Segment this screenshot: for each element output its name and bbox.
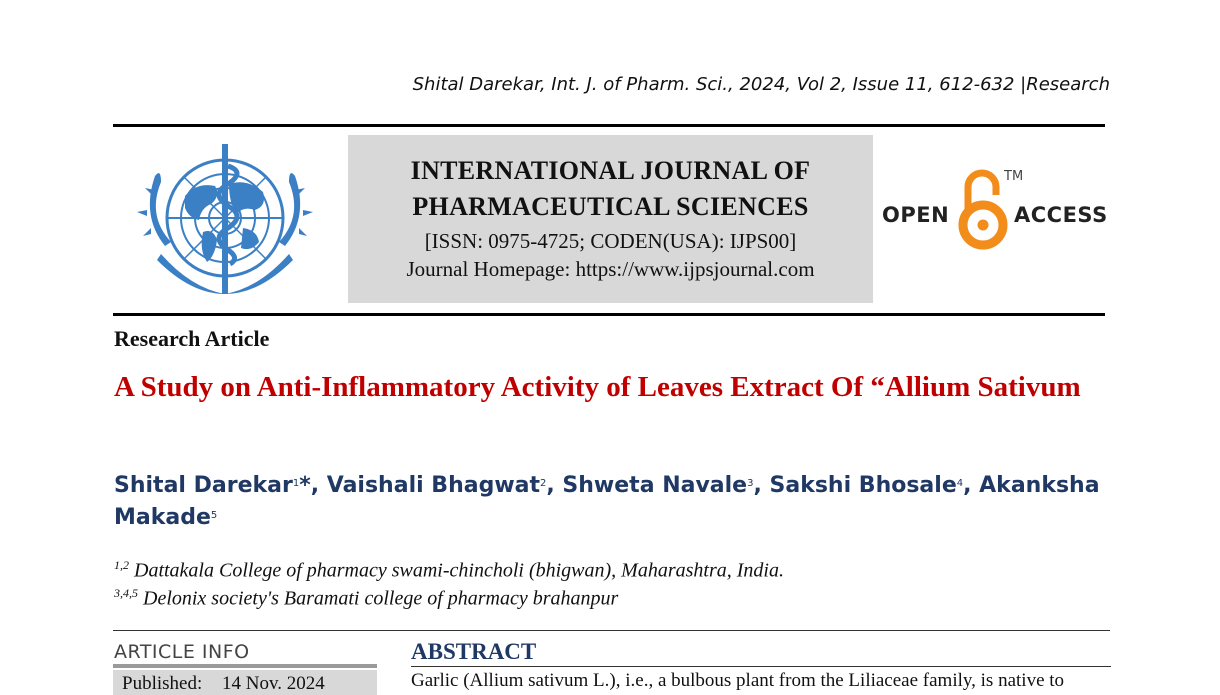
affiliation bbox=[114, 586, 1114, 611]
abstract-rule bbox=[411, 666, 1111, 667]
article-info-heading: ARTICLE INFO bbox=[114, 641, 250, 663]
author-sup: 2 bbox=[540, 478, 547, 489]
abstract-heading: ABSTRACT bbox=[411, 639, 537, 664]
journal-name-line2: PHARMACEUTICAL SCIENCES bbox=[412, 192, 809, 221]
open-access-left: OPEN bbox=[882, 203, 950, 227]
article-type: Research Article bbox=[114, 326, 270, 351]
abstract-text: Garlic (Allium sativum L.), i.e., a bulbous plant from the Liliaceae family, is native to bbox=[411, 670, 1065, 691]
author-sup: 1 bbox=[292, 478, 300, 489]
author-sup: 3 bbox=[747, 478, 754, 489]
author-list: Shital Darekar$^1$*, Vaishali Bhagwat$^2$, Shweta Navale$^3$, Sakshi Bhosale$^4$, Akanksha Makade$^5$ bbox=[114, 473, 1100, 530]
author-name[interactable]: Sakshi Bhosale bbox=[769, 473, 957, 498]
author-name[interactable]: Vaishali Bhagwat bbox=[326, 473, 541, 498]
author-name[interactable]: Shweta Navale bbox=[562, 473, 748, 498]
header-top-rule bbox=[113, 124, 1105, 127]
published-label: Published: bbox=[122, 673, 203, 694]
paper-title: A Study on Anti-Inflammatory Activity of Leaves Extract Of “Allium Sativum bbox=[114, 371, 1081, 403]
section-divider bbox=[113, 630, 1110, 631]
author-name[interactable]: Akanksha Makade bbox=[114, 473, 1100, 530]
author-sup: 5 bbox=[210, 510, 218, 521]
affiliation-sup: 3,4,5 bbox=[114, 586, 138, 600]
affiliation-sup: 1,2 bbox=[114, 558, 129, 572]
published-date: 14 Nov. 2024 bbox=[222, 673, 325, 694]
trademark-mark: TM bbox=[1004, 169, 1024, 184]
affiliation-text: Dattakala College of pharmacy swami-chincholi (bhigwan), Maharashtra, India. bbox=[134, 559, 784, 582]
affiliation-text: Delonix society's Baramati college of pharmacy brahanpur bbox=[143, 587, 619, 610]
journal-name-line1: INTERNATIONAL JOURNAL OF bbox=[410, 156, 811, 185]
open-lock-icon bbox=[958, 165, 1008, 253]
article-info-underline bbox=[113, 664, 377, 668]
header-bottom-rule bbox=[113, 313, 1105, 316]
affiliation bbox=[114, 558, 1114, 583]
author-name[interactable]: Shital Darekar bbox=[114, 473, 293, 498]
journal-issn: [ISSN: 0975-4725; CODEN(USA): IJPS00] bbox=[424, 229, 797, 253]
journal-name bbox=[348, 153, 873, 225]
journal-homepage: Journal Homepage: https://www.ijpsjournal.com bbox=[406, 257, 815, 281]
journal-masthead bbox=[348, 135, 873, 303]
corresponding-mark: * bbox=[299, 473, 311, 498]
open-access-right: ACCESS bbox=[1014, 203, 1108, 227]
open-access-logo bbox=[880, 165, 1110, 255]
published-row bbox=[113, 670, 377, 695]
who-emblem-icon bbox=[125, 136, 325, 306]
running-header: Shital Darekar, Int. J. of Pharm. Sci., 2024, Vol 2, Issue 11, 612-632 |Research bbox=[412, 74, 1110, 95]
author-sup: 4 bbox=[956, 478, 964, 489]
